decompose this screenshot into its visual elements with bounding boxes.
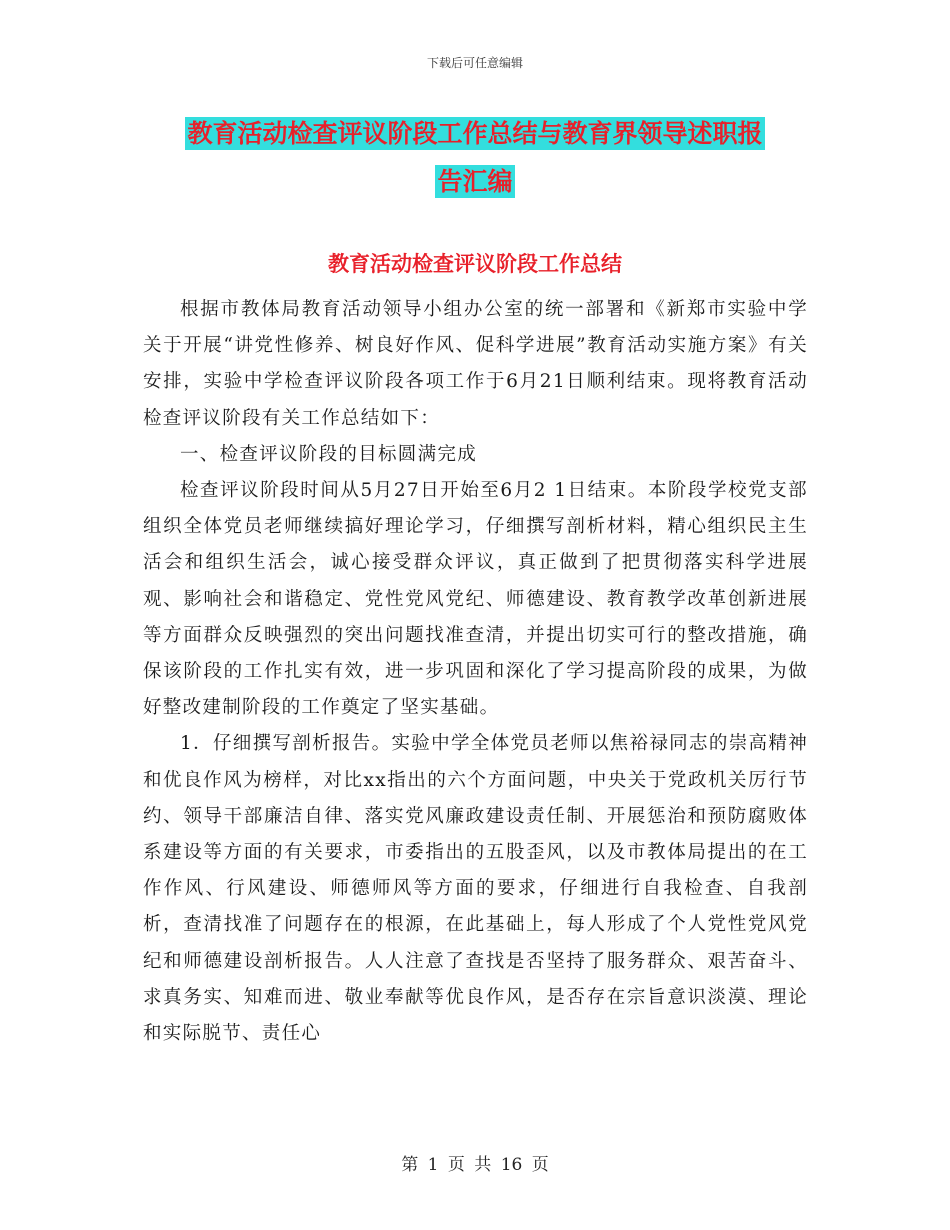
title-line-2: 告汇编	[437, 167, 513, 196]
header-note: 下载后可任意编辑	[426, 56, 523, 70]
paragraph: 检查评议阶段时间从5月27日开始至6月2 1日结束。本阶段学校党支部组织全体党员老师继续搞好理论学习，仔细撰写剖析材料，精心组织民主生活会和组织生活会，诚心接受群众评议，真正做到了把贯彻落实科学进展观、影响社会和谐稳定、党性党风党纪、师德建设、教育教学改革创新进展等方面群众反映强烈的突出问题找准查清，并提出切实可行的整改措施，确保该阶段的工作扎实有效，进一步巩固和深化了学习提高阶段的成果，为做好整改建制阶段的工作奠定了坚实基础。	[143, 480, 808, 719]
paragraph: 根据市教体局教育活动领导小组办公室的统一部署和《新郑市实验中学关于开展“讲党性修养、树良好作风、促科学进展”教育活动实施方案》有关安排，实验中学检查评议阶段各项工作于6月21日顺利结束。现将教育活动检查评议阶段有关工作总结如下：	[143, 299, 808, 429]
paragraph: 一、检查评议阶段的目标圆满完成	[180, 443, 478, 465]
page-footer: 第 1 页 共 16 页	[401, 1155, 549, 1175]
section-title: 教育活动检查评议阶段工作总结	[328, 252, 622, 276]
document-title	[140, 110, 810, 206]
title-line-1: 教育活动检查评议阶段工作总结与教育界领导述职报	[187, 119, 763, 148]
body-text	[143, 292, 808, 1052]
paragraph: 1．仔细撰写剖析报告。实验中学全体党员老师以焦裕禄同志的崇高精神和优良作风为榜样，对比xx指出的六个方面问题，中央关于党政机关厉行节约、领导干部廉洁自律、落实党风廉政建设责任制、开展惩治和预防腐败体系建设等方面的有关要求，市委指出的五股歪风，以及市教体局提出的在工作作风、行风建设、师德师风等方面的要求，仔细进行自我检查、自我剖析，查清找准了问题存在的根源，在此基础上，每人形成了个人党性党风党纪和师德建设剖析报告。人人注意了查找是否坚持了服务群众、艰苦奋斗、求真务实、知难而进、敬业奉献等优良作风，是否存在宗旨意识淡漠、理论和实际脱节、责任心	[143, 733, 808, 1045]
